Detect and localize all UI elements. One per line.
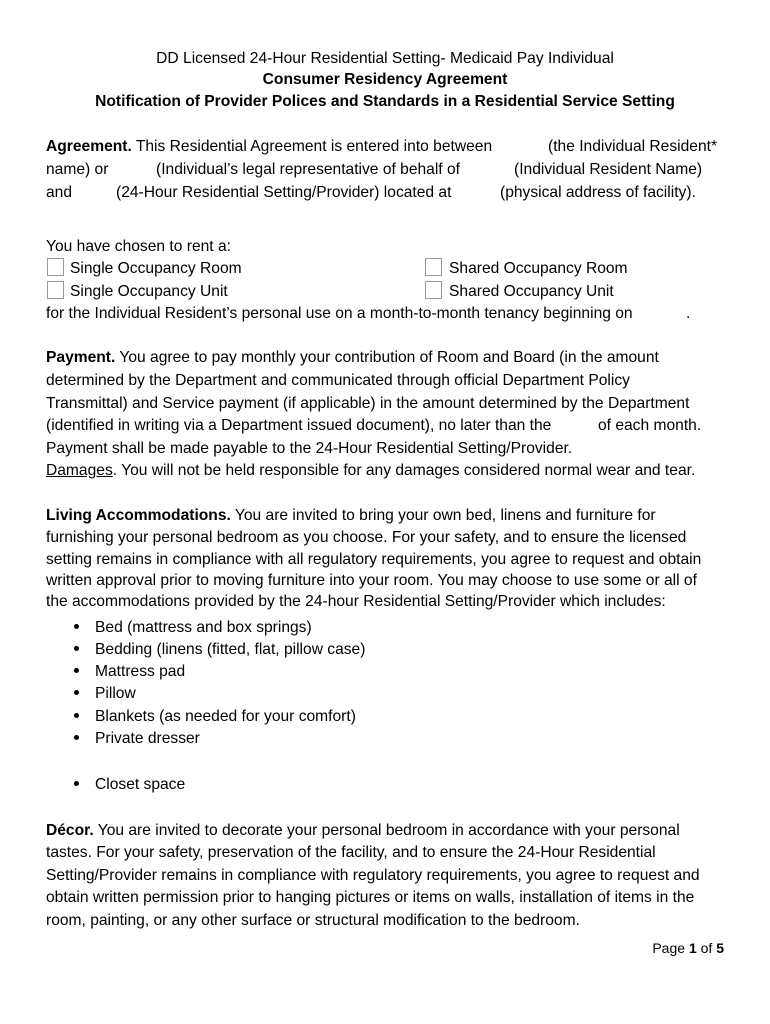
bullet-icon xyxy=(74,624,79,629)
shared-unit-checkbox[interactable] xyxy=(425,281,442,299)
tenancy-period: . xyxy=(686,305,691,322)
list-item: Bedding (linens (fitted, flat, pillow case) xyxy=(95,641,366,658)
decor-line-3: Setting/Provider remains in compliance with regulatory requirements, you agree to request and xyxy=(46,867,700,884)
header-subtitle: Notification of Provider Polices and Standards in a Residential Service Setting xyxy=(95,93,675,110)
tenancy-line: for the Individual Resident’s personal use on a month-to-month tenancy beginning on xyxy=(46,305,633,322)
agreement-line-1: Agreement. This Residential Agreement is entered into between xyxy=(46,138,493,155)
single-unit-label: Single Occupancy Unit xyxy=(70,283,228,300)
payment-line-1: Payment. You agree to pay monthly your contribution of Room and Board (in the amount xyxy=(46,349,659,366)
agreement-line-3c: (physical address of facility). xyxy=(500,184,696,201)
living-line-1: Living Accommodations. You are invited to bring your own bed, linens and furniture for xyxy=(46,507,656,524)
living-line-5: the accommodations provided by the 24-hour Residential Setting/Provider which includes: xyxy=(46,593,666,610)
rent-intro: You have chosen to rent a: xyxy=(46,238,231,255)
header-title: Consumer Residency Agreement xyxy=(262,71,508,88)
agreement-line-3b: (24-Hour Residential Setting/Provider) located at xyxy=(116,184,452,201)
payment-line-2: determined by the Department and communicated through official Department Policy xyxy=(46,372,630,389)
single-room-checkbox[interactable] xyxy=(47,258,64,276)
list-item: Private dresser xyxy=(95,730,200,747)
decor-line-5: room, painting, or any other surface or structural modification to the bedroom. xyxy=(46,912,580,929)
damages-line: Damages. You will not be held responsible for any damages considered normal wear and tear. xyxy=(46,462,696,479)
list-item: Pillow xyxy=(95,685,136,702)
bullet-icon xyxy=(74,646,79,651)
shared-room-checkbox[interactable] xyxy=(425,258,442,276)
payment-line-4a: (identified in writing via a Department issued document), no later than the xyxy=(46,417,552,434)
header-line-1: DD Licensed 24-Hour Residential Setting- Medicaid Pay Individual xyxy=(156,50,614,67)
list-item: Bed (mattress and box springs) xyxy=(95,619,312,636)
agreement-field-resident: (the Individual Resident* xyxy=(548,138,718,155)
decor-line-2: tastes. For your safety, preservation of the facility, and to ensure the 24-Hour Residential xyxy=(46,844,656,861)
bullet-icon xyxy=(74,668,79,673)
shared-unit-label: Shared Occupancy Unit xyxy=(449,283,614,300)
living-line-4: written approval prior to moving furniture into your room. You may choose to use some or all of xyxy=(46,572,697,589)
list-item: Blankets (as needed for your comfort) xyxy=(95,708,356,725)
single-room-label: Single Occupancy Room xyxy=(70,260,242,277)
agreement-line-2c: (Individual Resident Name) xyxy=(514,161,703,178)
bullet-icon xyxy=(74,713,79,718)
decor-line-4: obtain written permission prior to hanging pictures or items on walls, installation of items in the xyxy=(46,889,695,906)
agreement-line-3a: and xyxy=(46,184,73,201)
decor-line-1: Décor. You are invited to decorate your personal bedroom in accordance with your personal xyxy=(46,822,680,839)
living-line-3: setting remains in compliance with all regulatory requirements, you agree to request and obtain xyxy=(46,551,702,568)
shared-room-label: Shared Occupancy Room xyxy=(449,260,628,277)
payment-line-5: Payment shall be made payable to the 24-Hour Residential Setting/Provider. xyxy=(46,440,573,457)
agreement-line-2b: (Individual’s legal representative of behalf of xyxy=(156,161,460,178)
bullet-icon xyxy=(74,690,79,695)
agreement-line-2a: name) or xyxy=(46,161,109,178)
bullet-icon xyxy=(74,735,79,740)
list-item: Closet space xyxy=(95,776,186,793)
living-line-2: furnishing your personal bedroom as you choose. For your safety, and to ensure the licensed xyxy=(46,529,687,546)
page-number: Page 1 of 5 xyxy=(652,940,724,956)
single-unit-checkbox[interactable] xyxy=(47,281,64,299)
list-item: Mattress pad xyxy=(95,663,186,680)
payment-line-4b: of each month. xyxy=(598,417,702,434)
payment-line-3: Transmittal) and Service payment (if applicable) in the amount determined by the Department xyxy=(46,395,690,412)
bullet-icon xyxy=(74,781,79,786)
